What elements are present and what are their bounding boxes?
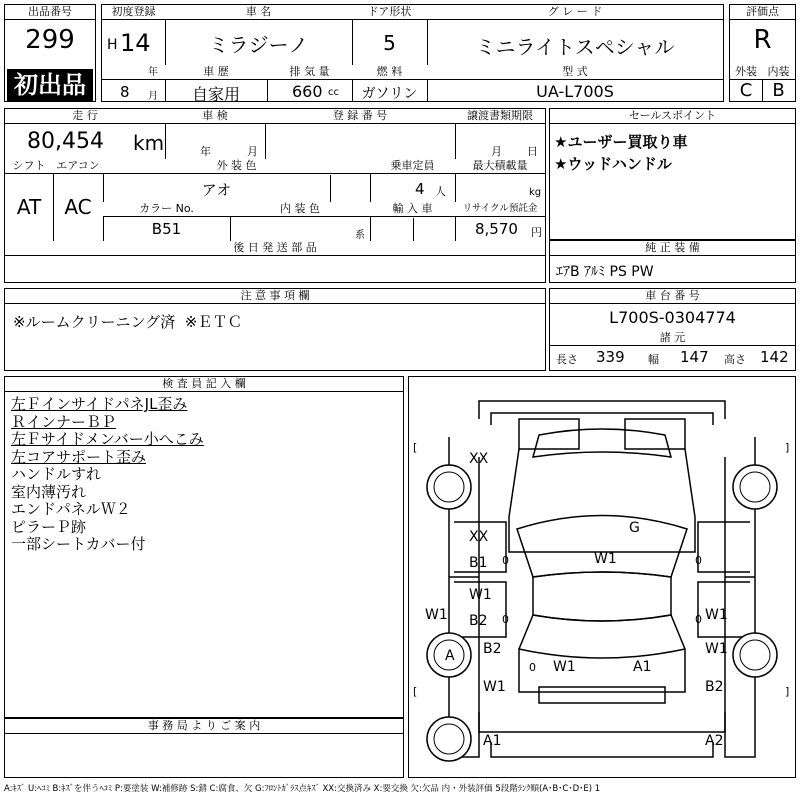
import-label: 輸 入 車 xyxy=(370,202,455,217)
inspector-line: ハンドルすれ xyxy=(11,465,102,483)
ac: AC xyxy=(64,195,92,219)
lot-box xyxy=(4,4,96,102)
grille-outline xyxy=(533,429,671,457)
evaluation-box xyxy=(729,4,796,102)
mark-zero-1: 0 xyxy=(502,554,509,567)
recycle-label: リサイクル預託金 xyxy=(455,202,545,217)
era: H xyxy=(107,37,118,53)
hood-outline xyxy=(509,449,695,552)
interior-color-label: 内 装 色 xyxy=(230,202,370,217)
color-no-label: カラー No. xyxy=(103,202,230,217)
mark-rear-left-wheel: A xyxy=(445,648,455,664)
header-grid xyxy=(101,4,724,102)
eval-score: R xyxy=(753,25,772,55)
rear-bumper-outline xyxy=(479,712,725,732)
roof-outline xyxy=(533,572,671,621)
displacement-label: 排 気 量 xyxy=(267,65,352,80)
first-listing-badge: 初出品 xyxy=(7,69,93,101)
capacity-label: 乗車定員 xyxy=(370,159,455,174)
first-reg-month: 8 xyxy=(120,83,130,101)
sales-point-2: ★ウッドハンドル xyxy=(554,155,672,173)
bracket-2: ] xyxy=(785,441,790,454)
fuel-label: 燃 料 xyxy=(352,65,427,80)
mark-rear-left-fender: B2 xyxy=(483,641,502,657)
chassis-label: 車 台 番 号 xyxy=(550,289,795,304)
inspector-line: 一部シートカバー付 xyxy=(11,535,146,553)
mark-rear-left-door: W1 xyxy=(469,587,492,603)
notes-label: 注 意 事 項 欄 xyxy=(5,289,545,304)
width-value: 147 xyxy=(680,348,709,366)
front-bumper-outline xyxy=(479,401,725,419)
bracket-3: [ xyxy=(413,685,418,698)
transfer-deadline-label: 譲渡書類期限 xyxy=(455,109,545,124)
ac-label: エアコン xyxy=(53,159,103,174)
equipment-label: 純 正 装 備 xyxy=(550,241,795,256)
detail-grid xyxy=(4,108,546,283)
damage-diagram xyxy=(408,376,796,778)
interior-grade: B xyxy=(772,80,785,101)
mileage-unit: km xyxy=(133,131,165,155)
mark-rear-bumper-left: A1 xyxy=(483,733,502,749)
later-parts-label: 後 日 発 送 部 品 xyxy=(5,241,545,256)
mark-rear-left-door-2: B2 xyxy=(469,613,488,629)
history: 自家用 xyxy=(191,85,240,104)
mark-right-side: W1 xyxy=(705,607,728,623)
interior-color-suffix: 系 xyxy=(355,230,365,241)
inspection-month-unit: 月 xyxy=(247,145,258,158)
inspector-line: 左Ｆサイドメンバー小へこみ xyxy=(11,430,204,448)
width-label: 幅 xyxy=(648,353,659,366)
office-label: 事 務 局 よ り ご 案 内 xyxy=(5,719,403,734)
sales-point-label: セールスポイント xyxy=(550,109,795,124)
interior-label: 内装 xyxy=(762,65,795,80)
inspection-label: 車 検 xyxy=(165,109,265,124)
mark-roof: W1 xyxy=(594,551,617,567)
equipment-value: ｴｱB ｱﾙﾐ PS PW xyxy=(556,264,654,280)
legend: A:ｷｽﾞ U:ﾍｺﾐ B:ｷｽﾞを伴うﾍｺﾐ P:要塗装 W:補修跡 S:錆 C:腐食、欠 G:ﾌﾛﾝﾄｶﾞﾗｽ点ｷｽﾞ XX:交換済み X:要交換 欠:欠品 内・外装評価 5段階ﾗﾝｸ順(A･B･C･D･E) 1 xyxy=(4,784,601,794)
first-reg-label: 初度登録 xyxy=(102,5,165,20)
mark-zero-3: 0 xyxy=(695,554,702,567)
door-label: ドア形状 xyxy=(352,5,427,20)
rear-panel-outline xyxy=(539,687,665,703)
first-reg-year: 14 xyxy=(120,29,151,57)
sales-point-1: ★ユーザー買取り車 xyxy=(554,133,688,151)
height-value: 142 xyxy=(760,348,789,366)
mark-rear-bumper-right: A2 xyxy=(705,733,724,749)
exterior-color-label: 外 装 色 xyxy=(103,159,370,174)
displacement: 660 xyxy=(292,82,323,101)
history-label: 車 歴 xyxy=(165,65,267,80)
height-label: 高さ xyxy=(724,353,746,366)
transfer-day-unit: 日 xyxy=(527,145,538,158)
year-unit: 年 xyxy=(148,67,158,78)
car-name: ミラジーノ xyxy=(208,33,309,57)
car-name-label: 車 名 xyxy=(165,5,352,20)
length-value: 339 xyxy=(596,348,625,366)
mark-zero-2: 0 xyxy=(502,613,509,626)
grade-label: グ レ ー ド xyxy=(427,5,723,20)
mark-trunk: A1 xyxy=(633,659,652,675)
month-unit: 月 xyxy=(148,91,158,102)
car-diagram-svg xyxy=(409,377,795,777)
exterior-label: 外装 xyxy=(730,65,762,80)
color-no: B51 xyxy=(151,220,182,238)
mark-rear-right-quarter: B2 xyxy=(705,679,724,695)
recycle-fee: 8,570 xyxy=(475,220,518,238)
exterior-color: アオ xyxy=(201,181,232,199)
fuel: ガソリン xyxy=(361,86,418,102)
chassis-box xyxy=(549,288,796,371)
mark-front-left-door-2: B1 xyxy=(469,555,488,571)
recycle-unit: 円 xyxy=(531,226,542,239)
inspector-lines xyxy=(11,396,204,554)
grade: ミニライトスペシャル xyxy=(475,35,675,59)
doors: 5 xyxy=(383,31,396,55)
notes-box xyxy=(4,288,546,371)
inspector-label: 検 査 員 記 入 欄 xyxy=(5,377,403,392)
capacity-unit: 人 xyxy=(435,185,446,198)
inspector-line: ピラーＰ跡 xyxy=(11,517,87,536)
inspector-line: エンドパネルＷ２ xyxy=(11,500,131,518)
inspector-line: 左コアサポート歪み xyxy=(11,447,147,466)
inspection-year-unit: 年 xyxy=(200,145,211,158)
exterior-grade: C xyxy=(739,80,753,101)
spec-label: 諸 元 xyxy=(550,331,795,346)
transfer-month-unit: 月 xyxy=(491,145,502,158)
bracket-4: ] xyxy=(785,685,790,698)
office-box xyxy=(4,718,404,778)
mark-zero-4: 0 xyxy=(695,613,702,626)
sales-point-box xyxy=(549,108,796,240)
lot-label: 出品番号 xyxy=(5,5,95,20)
capacity: 4 xyxy=(415,180,425,198)
notes-value: ※ルームクリーニング済 ※ＥＴＣ xyxy=(13,313,243,331)
mark-windshield: G xyxy=(629,520,640,536)
windshield-outline xyxy=(517,516,687,578)
inspector-line: ＲインナーＢＰ xyxy=(11,412,117,431)
mark-rear-right-fender: W1 xyxy=(705,641,728,657)
mileage-label: 走 行 xyxy=(5,109,165,124)
mark-rear-left-quarter: W1 xyxy=(483,679,506,695)
inspector-line: 室内薄汚れ xyxy=(11,482,87,501)
equipment-box xyxy=(549,240,796,283)
trunk-outline xyxy=(519,649,685,692)
bracket-1: [ xyxy=(413,441,418,454)
inspector-line: 左ＦインサイドパネJL歪み xyxy=(11,395,188,413)
eval-label: 評価点 xyxy=(730,5,795,20)
max-load-label: 最大積載量 xyxy=(455,159,545,174)
model-label: 型 式 xyxy=(427,65,723,80)
lot-number: 299 xyxy=(25,25,75,55)
mark-left-side: W1 xyxy=(425,607,448,623)
rear-window-outline xyxy=(519,615,685,658)
displacement-unit: cc xyxy=(328,87,339,98)
inspector-box xyxy=(4,376,404,718)
model: UA-L700S xyxy=(536,82,614,101)
length-label: 長さ xyxy=(556,353,578,366)
mark-front-left-door: XX xyxy=(469,529,489,545)
chassis-number: L700S-0304774 xyxy=(609,308,736,327)
reg-number-label: 登 録 番 号 xyxy=(265,109,455,124)
shift-label: シフト xyxy=(5,159,53,174)
mark-rear-window: W1 xyxy=(553,659,576,675)
shift: AT xyxy=(16,195,42,219)
max-load-unit: kg xyxy=(529,187,542,198)
mark-zero-5: 0 xyxy=(529,661,536,674)
mileage: 80,454 xyxy=(27,129,104,154)
mark-front-left-fender: XX xyxy=(469,451,489,467)
